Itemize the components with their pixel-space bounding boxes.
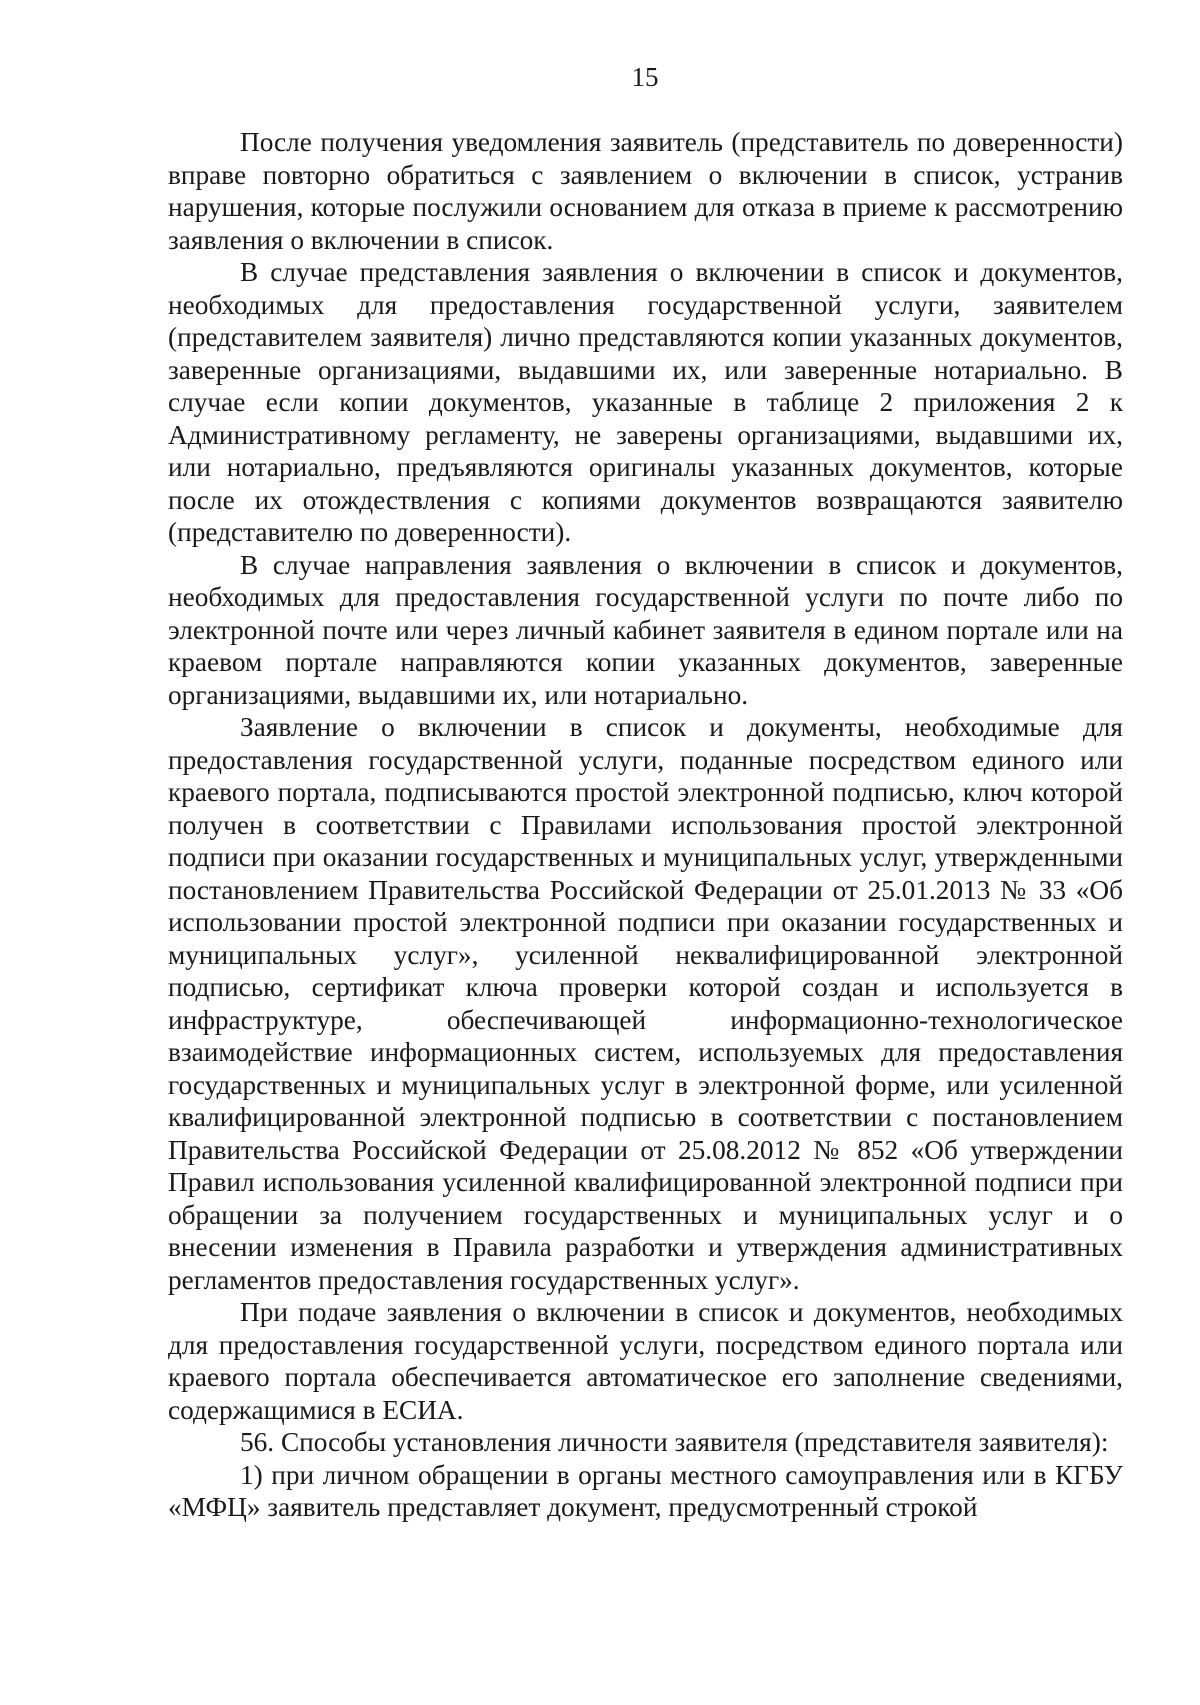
document-body <box>168 126 1123 1524</box>
paragraph-item-1: 1) при личном обращении в органы местного самоуправления или в КГБУ «МФЦ» заявитель представляет документ, предусмотренный строкой <box>168 1459 1123 1522</box>
paragraph-notification: После получения уведомления заявитель (представитель по доверенности) вправе повторно обратиться с заявлением о включении в список, устранив нарушения, которые послужили основанием для отказа в приеме к рассмотрению заявления о включении в список. <box>168 127 1123 255</box>
paragraph-mail-submission: В случае направления заявления о включении в список и документов, необходимых для предоставления государственной услуги по почте либо по электронной почте или через личный кабинет заявителя в едином портале или на краевом портале направляются копии указанных документов, заверенные организациями, выдавшими их, или нотариально. <box>168 549 1123 710</box>
paragraph-esia-autofill: При подаче заявления о включении в список и документов, необходимых для предоставления государственной услуги, посредством единого портала или краевого портала обеспечивается автоматическое его заполнение сведениями, содержащимися в ЕСИА. <box>168 1297 1123 1425</box>
paragraph-section-56: 56. Способы установления личности заявителя (представителя заявителя): <box>240 1427 1109 1457</box>
paragraph-electronic-signature: Заявление о включении в список и документы, необходимые для предоставления государственной услуги, поданные посредством единого или краевого портала, подписываются простой электронной подписью, ключ которой получен в соответствии с Правилами использования простой электронной подписи при оказании государственных и муниципальных услуг, утвержденными постановлением Правительства Российской Федерации от 25.01.2013 № 33 «Об использовании простой электронной подписи при оказании государственных и муниципальных услуг», усиленной неквалифицированной электронной подписью, сертификат ключа проверки которой создан и используется в инфраструктуре, обеспечивающей информационно-технологическое взаимодействие информационных систем, используемых для предоставления государственных и муниципальных услуг в электронной форме, или усиленной квалифицированной электронной подписью в соответствии с постановлением Правительства Российской Федерации от 25.08.2012 № 852 «Об утверждении Правил использования усиленной квалифицированной электронной подписи при обращении за получением государственных и муниципальных услуг и о внесении изменения в Правила разработки и утверждения административных регламентов предоставления государственных услуг». <box>168 712 1123 1295</box>
paragraph-personal-submission: В случае представления заявления о включении в список и документов, необходимых для предоставления государственной услуги, заявителем (представителем заявителя) лично представляются копии указанных документов, заверенные организациями, выдавшими их, или заверенные нотариально. В случае если копии документов, указанные в таблице 2 приложения 2 к Административному регламенту, не заверены организациями, выдавшими их, или нотариально, предъявляются оригиналы указанных документов, которые после их отождествления с копиями документов возвращаются заявителю (представителю по доверенности). <box>168 257 1123 547</box>
page-number: 15 <box>631 62 659 92</box>
